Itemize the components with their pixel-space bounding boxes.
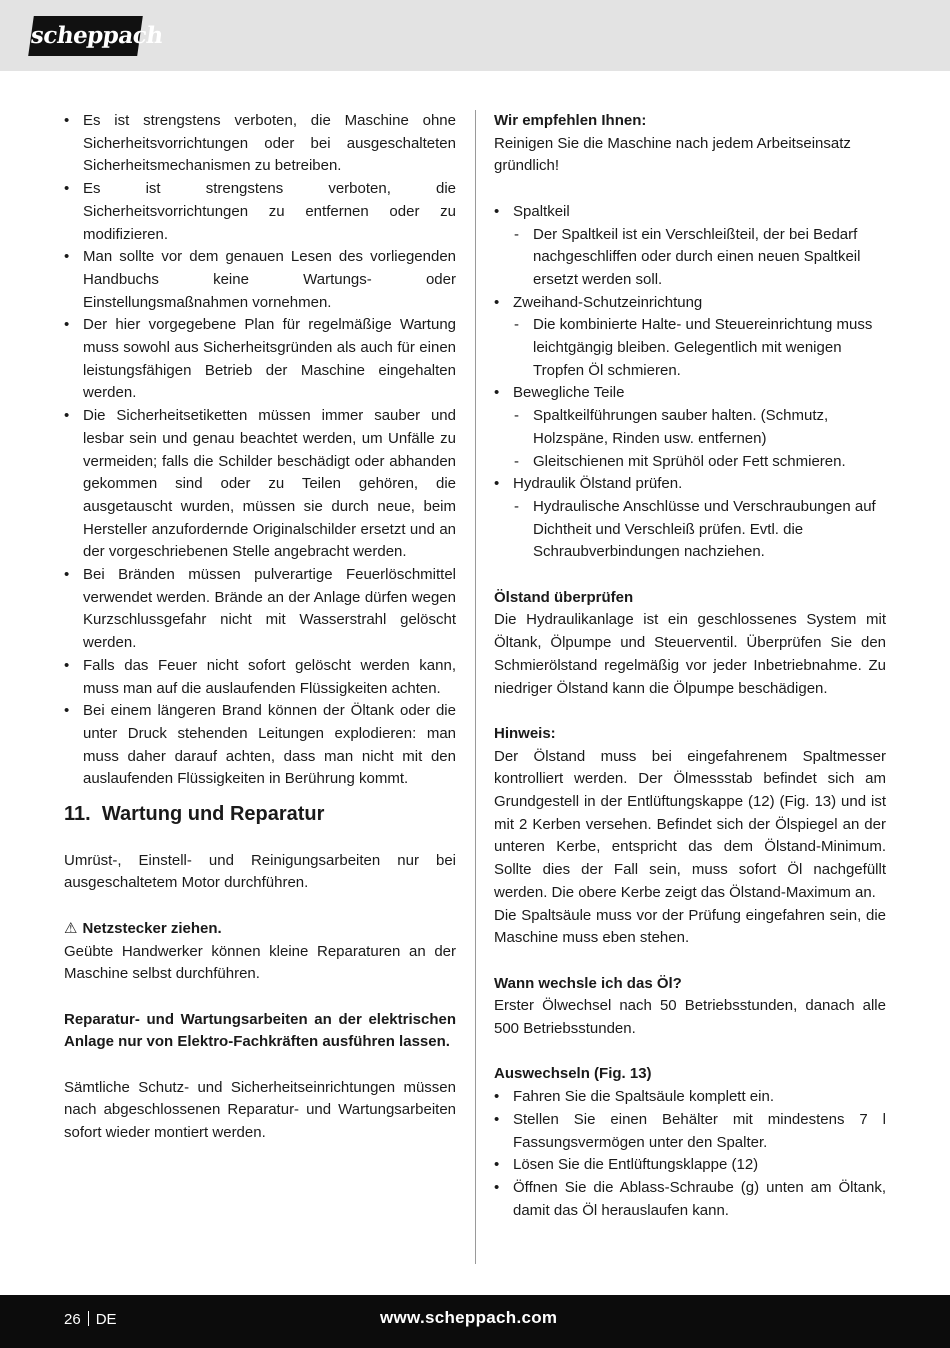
page-number xyxy=(64,1311,117,1328)
oil-level-heading: Ölstand überprüfen xyxy=(494,588,634,606)
recommend-heading: Wir empfehlen Ihnen: xyxy=(494,112,647,129)
header-bar xyxy=(0,0,950,71)
list-item-label: Hydraulik Ölstand prüfen. xyxy=(513,475,683,493)
safety-bullet-list xyxy=(64,110,456,791)
page-number-value: 26 xyxy=(64,1311,81,1328)
left-column xyxy=(64,110,456,1145)
list-item-label: Zweihand-Schutzeinrichtung xyxy=(513,293,703,311)
list-item: • Der hier vorgegebene Plan für regelmäßige Wartung muss sowohl aus Sicherheitsgründen als auch für einen leistungsfähigen Betrieb der Maschine eingehalten werden. xyxy=(64,314,456,405)
section-heading xyxy=(64,801,456,827)
list-item: • Lösen Sie die Entlüftungsklappe (12) xyxy=(494,1154,886,1177)
replace-heading: Auswechseln (Fig. 13) xyxy=(494,1065,652,1083)
section-number: 11. xyxy=(64,803,91,826)
language-code: DE xyxy=(95,1311,117,1328)
list-item xyxy=(494,201,886,292)
sub-list-item: - Gleitschienen mit Sprühöl oder Fett schmieren. xyxy=(494,451,886,474)
paragraph: Reinigen Sie die Maschine nach jedem Arbeitseinsatz gründlich! xyxy=(494,134,851,175)
column-divider xyxy=(475,110,476,1264)
right-column xyxy=(494,110,886,1222)
list-item: • Die Sicherheitsetiketten müssen immer sauber und lesbar sein und genau beachtet werden, um Unfälle zu vermeiden; falls die Schilder beschädigt oder abhanden gekommen sind oder zu Teilen gehören, die ausgetauscht wurden, müssen sie durch neue, beim Hersteller anzufordernde Originalschilder ersetzt und an der vorgeschriebenen Stelle angebracht werden. xyxy=(64,405,456,564)
list-item: • Fahren Sie die Spaltsäule komplett ein. xyxy=(494,1086,886,1109)
section-title: Wartung und Reparatur xyxy=(101,803,325,826)
replace-steps-list xyxy=(494,1086,886,1222)
list-item: • Stellen Sie einen Behälter mit mindestens 7 l Fassungsvermögen unter den Spalter. xyxy=(494,1109,886,1154)
paragraph: Die Hydraulikanlage ist ein geschlossenes System mit Öltank, Ölpumpe und Steuerventil. Überprüfen Sie den Schmierölstand regelmäßig vor jeder Inbetriebnahme. Zu niedriger Ölstand kann die Ölpumpe beschädigen. xyxy=(494,611,886,697)
warning-icon: ⚠ xyxy=(64,919,78,937)
list-item: • Es ist strengstens verboten, die Sicherheitsvorrichtungen zu entfernen oder zu modifizieren. xyxy=(64,178,456,246)
list-item: • Öffnen Sie die Ablass-Schraube (g) unten am Öltank, damit das Öl herauslaufen kann. xyxy=(494,1177,886,1222)
page-separator xyxy=(88,1311,89,1326)
paragraph: Erster Ölwechsel nach 50 Betriebsstunden, danach alle 500 Betriebsstunden. xyxy=(494,997,886,1038)
oil-change-heading: Wann wechsle ich das Öl? xyxy=(494,974,682,992)
list-item: • Bei einem längeren Brand können der Öltank oder die unter Druck stehenden Leitungen explodieren: man muss daher darauf achten, dass man nicht mit den auslaufenden Flüssigkeiten in Berührung kommt. xyxy=(64,700,456,791)
list-item: • Es ist strengstens verboten, die Maschine ohne Sicherheitsvorrichtungen oder bei ausgeschalteten Sicherheitsmechanismen zu betreiben. xyxy=(64,110,456,178)
paragraph: Sämtliche Schutz- und Sicherheitseinrichtungen müssen nach abgeschlossenen Reparatur- und Wartungsarbeiten sofort wieder montiert werden. xyxy=(64,1078,456,1142)
list-item: • Man sollte vor dem genauen Lesen des vorliegenden Handbuchs keine Wartungs- oder Einstellungsmaßnahmen vornehmen. xyxy=(64,246,456,314)
bold-paragraph: Reparatur- und Wartungsarbeiten an der elektrischen Anlage nur von Elektro-Fachkräften ausführen lassen. xyxy=(64,1010,456,1051)
list-item xyxy=(494,292,886,383)
list-item: • Falls das Feuer nicht sofort gelöscht werden kann, muss man auf die auslaufenden Flüssigkeiten achten. xyxy=(64,655,456,700)
note-heading: Hinweis: xyxy=(494,724,556,742)
list-item xyxy=(494,382,886,473)
paragraph: Der Ölstand muss bei eingefahrenem Spaltmesser kontrolliert werden. Der Ölmessstab befindet sich am Grundgestell in der Entlüftungskappe (12) (Fig. 13) und ist mit 2 Kerben versehen. Befindet sich der Ölspiegel an der unteren Kerbe, entspricht das dem Ölstand-Minimum. Sollte dies der Fall sein, muss sofort Öl nachgefüllt werden. Die obere Kerbe zeigt das Ölstand-Maximum an. xyxy=(494,747,886,901)
sub-list-item: - Der Spaltkeil ist ein Verschleißteil, der bei Bedarf nachgeschliffen oder durch einen neuen Spaltkeil ersetzt werden soll. xyxy=(494,224,886,292)
scheppach-logo: scheppach xyxy=(28,16,143,56)
footer-bar xyxy=(0,1295,950,1348)
list-item-label: Bewegliche Teile xyxy=(513,384,625,402)
paragraph: Umrüst-, Einstell- und Reinigungsarbeiten nur bei ausgeschaltetem Motor durchführen. xyxy=(64,851,456,892)
warning-heading xyxy=(64,918,456,941)
list-item: • Bei Bränden müssen pulverartige Feuerlöschmittel verwendet werden. Brände an der Anlage dürfen wegen Kurzschlussgefahr nicht mit Wasserstrahl gelöscht werden. xyxy=(64,564,456,655)
sub-list-item: - Hydraulische Anschlüsse und Verschraubungen auf Dichtheit und Verschleiß prüfen. Evtl. die Schraubverbindungen nachziehen. xyxy=(494,496,886,564)
list-item xyxy=(494,473,886,564)
maintenance-list xyxy=(494,201,886,564)
warning-title: Netzstecker ziehen. xyxy=(82,919,222,937)
list-item-label: Spaltkeil xyxy=(513,202,570,220)
paragraph: Die Spaltsäule muss vor der Prüfung eingefahren sein, die Maschine muss eben stehen. xyxy=(494,906,886,947)
website-url: www.scheppach.com xyxy=(380,1308,558,1327)
paragraph: Geübte Handwerker können kleine Reparaturen an der Maschine selbst durchführen. xyxy=(64,942,456,983)
sub-list-item: - Spaltkeilführungen sauber halten. (Schmutz, Holzspäne, Rinden usw. entfernen) xyxy=(494,405,886,450)
sub-list-item: - Die kombinierte Halte- und Steuereinrichtung muss leichtgängig bleiben. Gelegentlich mit wenigen Tropfen Öl schmieren. xyxy=(494,314,886,382)
